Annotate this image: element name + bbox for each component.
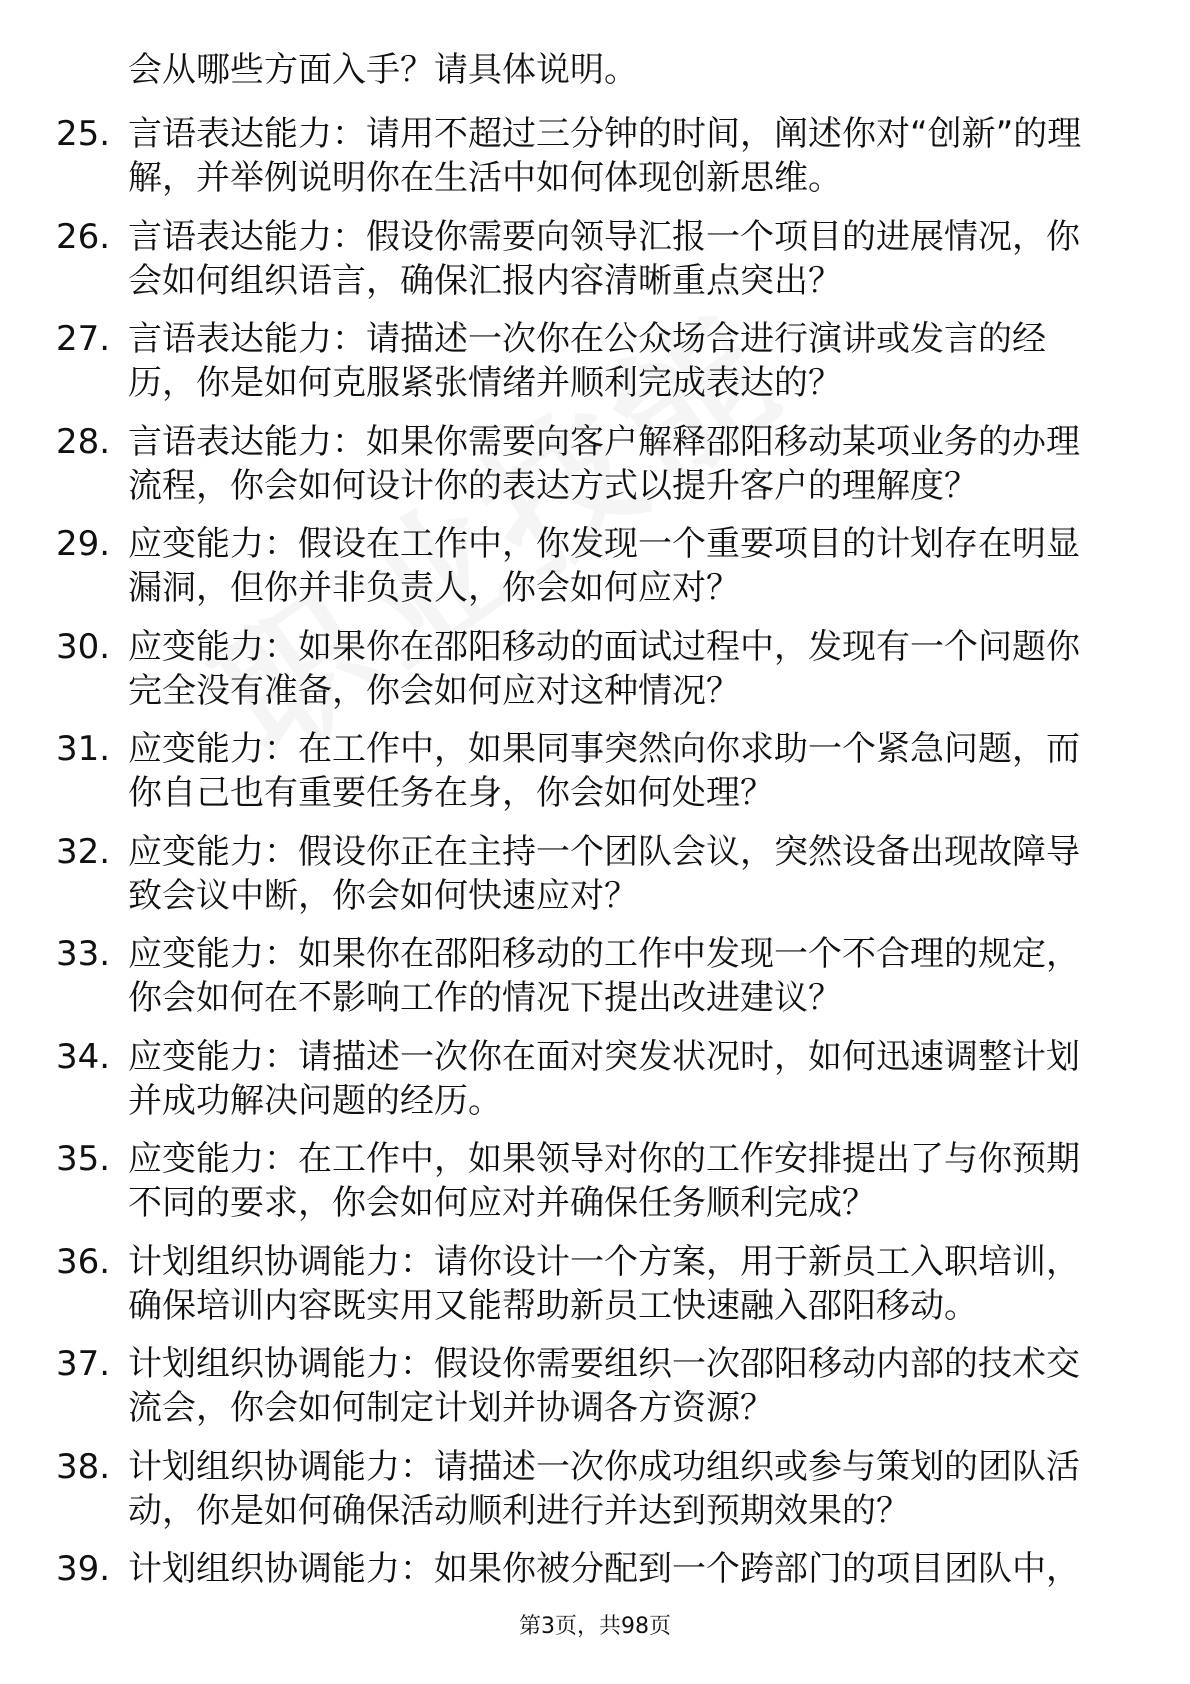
question-text-line: 历，你是如何克服紧张情绪并顺利完成表达的？ xyxy=(128,363,842,403)
question-number: 25. xyxy=(56,114,111,154)
question-item xyxy=(0,1342,1190,1445)
question-text-line: 应变能力：如果你在邵阳移动的面试过程中，发现有一个问题你 xyxy=(128,626,1080,667)
question-item xyxy=(0,625,1190,728)
question-text-line: 致会议中断，你会如何快速应对？ xyxy=(128,875,638,916)
question-text-line: 动，你是如何确保活动顺利进行并达到预期效果的？ xyxy=(128,1490,910,1531)
question-text-line: 应变能力：如果你在邵阳移动的工作中发现一个不合理的规定， xyxy=(128,934,1080,974)
page-footer: 第3页，共98页 xyxy=(519,1614,671,1639)
question-number: 29. xyxy=(56,524,111,564)
question-text-line: 应变能力：假设在工作中，你发现一个重要项目的计划存在明显 xyxy=(128,524,1080,564)
question-text-line: 不同的要求，你会如何应对并确保任务顺利完成？ xyxy=(128,1183,876,1223)
question-text-line: 言语表达能力：请描述一次你在公众场合进行演讲或发言的经 xyxy=(128,319,1046,359)
question-item xyxy=(0,317,1190,420)
question-number: 33. xyxy=(56,934,111,974)
question-item xyxy=(0,1137,1190,1240)
question-item xyxy=(0,522,1190,625)
question-text-line: 言语表达能力：请用不超过三分钟的时间，阐述你对“创新”的理 xyxy=(128,114,1082,154)
question-text-line: 你自己也有重要任务在身，你会如何处理？ xyxy=(128,773,774,813)
question-number: 27. xyxy=(56,319,111,359)
question-item xyxy=(0,830,1190,933)
question-number: 38. xyxy=(56,1446,111,1487)
question-item xyxy=(0,215,1190,318)
question-number: 34. xyxy=(56,1036,111,1077)
question-text-line: 会如何组织语言，确保汇报内容清晰重点突出？ xyxy=(128,260,842,301)
question-text-line: 应变能力：在工作中，如果同事突然向你求助一个紧急问题，而 xyxy=(128,729,1080,769)
question-continuation: 会从哪些方面入手？请具体说明。 xyxy=(128,50,638,90)
question-text-line: 应变能力：在工作中，如果领导对你的工作安排提出了与你预期 xyxy=(128,1139,1080,1179)
question-number: 37. xyxy=(56,1344,111,1384)
question-number: 31. xyxy=(56,729,111,769)
question-number: 30. xyxy=(56,626,111,667)
question-text-line: 并成功解决问题的经历。 xyxy=(128,1080,502,1121)
question-item xyxy=(0,1240,1190,1343)
question-text-line: 计划组织协调能力：请你设计一个方案，用于新员工入职培训， xyxy=(128,1241,1080,1282)
question-item xyxy=(0,932,1190,1035)
question-text-line: 计划组织协调能力：请描述一次你成功组织或参与策划的团队活 xyxy=(128,1446,1080,1487)
question-text-line: 确保培训内容既实用又能帮助新员工快速融入邵阳移动。 xyxy=(128,1285,978,1326)
question-number: 39. xyxy=(56,1549,111,1589)
question-item xyxy=(0,727,1190,830)
question-number: 28. xyxy=(56,421,111,462)
question-text-line: 言语表达能力：假设你需要向领导汇报一个项目的进展情况，你 xyxy=(128,216,1080,257)
question-item xyxy=(0,1035,1190,1138)
question-text-line: 流程，你会如何设计你的表达方式以提升客户的理解度？ xyxy=(128,465,978,506)
question-text-line: 应变能力：假设你正在主持一个团队会议，突然设备出现故障导 xyxy=(128,831,1080,872)
question-text-line: 言语表达能力：如果你需要向客户解释邵阳移动某项业务的办理 xyxy=(128,421,1080,462)
question-text-line: 解，并举例说明你在生活中如何体现创新思维。 xyxy=(128,158,842,198)
question-item xyxy=(0,112,1190,215)
question-item xyxy=(0,1445,1190,1548)
question-text-line: 应变能力：请描述一次你在面对突发状况时，如何迅速调整计划 xyxy=(128,1036,1080,1077)
question-text-line: 漏洞，但你并非负责人，你会如何应对？ xyxy=(128,568,740,608)
question-text-line: 你会如何在不影响工作的情况下提出改进建议？ xyxy=(128,978,842,1018)
question-number: 32. xyxy=(56,831,111,872)
question-list xyxy=(0,112,1190,1650)
question-item xyxy=(0,420,1190,523)
question-text-line: 流会，你会如何制定计划并协调各方资源？ xyxy=(128,1388,774,1428)
question-number: 36. xyxy=(56,1241,111,1282)
question-text-line: 计划组织协调能力：如果你被分配到一个跨部门的项目团队中， xyxy=(128,1549,1080,1589)
question-text-line: 计划组织协调能力：假设你需要组织一次邵阳移动内部的技术交 xyxy=(128,1344,1080,1384)
question-text-line: 完全没有准备，你会如何应对这种情况？ xyxy=(128,670,740,711)
question-number: 26. xyxy=(56,216,111,257)
question-number: 35. xyxy=(56,1139,111,1179)
